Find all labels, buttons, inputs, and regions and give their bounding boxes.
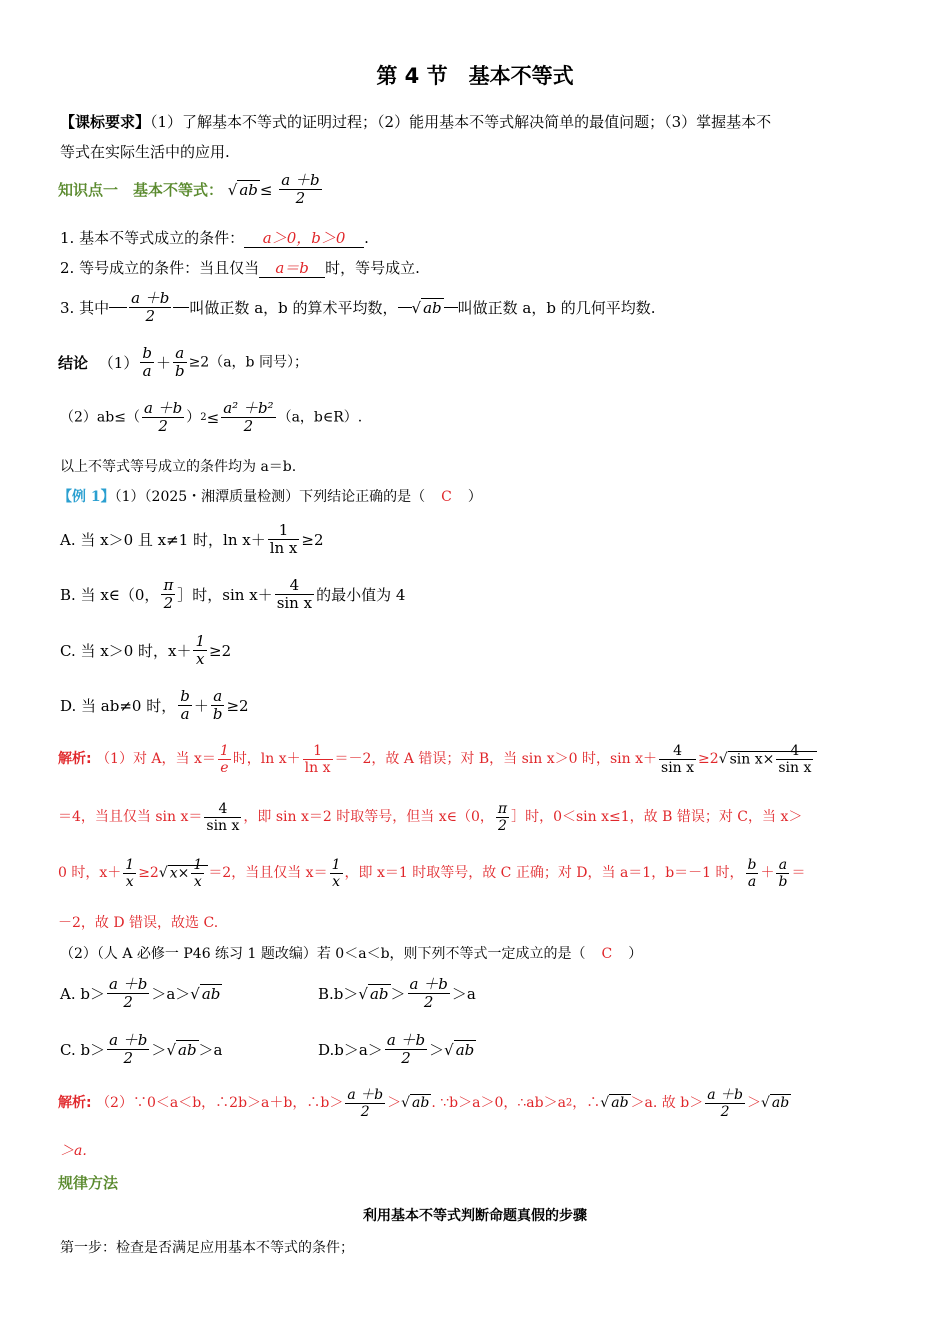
solution-2-line-1: 解析: （2）∵0＜a＜b，∴2b＞a＋b，∴b＞ $\frac{a +b}{2}$ ＞√ ab . ∵b＞a＞0，∴ab＞a2，∴√ ab ＞a. 故 b＞ $\frac{a +b}{2}$ ＞√ ab [58, 1087, 790, 1121]
option-b: B. 当 x∈（0， $\frac{\pi}{2}$ ］时，sin x＋ $\frac{4}{\text{sin x}}$ 的最小值为 4 [60, 576, 406, 613]
q2-option-b: B.b＞√ ab ＞ $\frac{a +b}{2}$ ＞a [318, 975, 476, 1012]
arith-mean-frac: $\frac{a +b}{2}$ [131, 289, 170, 326]
conclusion-2-text: （2）ab≤（ [60, 409, 140, 426]
item-2-text: 2. 等号成立的条件：当且仅当 [60, 259, 260, 277]
solution-label: 解析: [58, 1095, 92, 1112]
item-2-end: 时，等号成立. [325, 259, 420, 277]
conclusion-1-tail: ≥2（a，b 同号）； [188, 354, 308, 371]
conclusion-2-tail: （a，b∈R）. [277, 409, 363, 426]
knowledge-point-title: 知识点一 基本不等式： [58, 180, 224, 199]
solution-1-line-4: －2，故 D 错误，故选 C. [58, 915, 219, 931]
example-1-answer: C [441, 489, 452, 505]
sqrt-icon: √ [411, 298, 422, 317]
knowledge-point-heading [58, 172, 324, 208]
q2-option-d: D.b＞a＞ $\frac{a +b}{2}$ ＞√ ab [318, 1031, 475, 1068]
item-2-answer: a＝b [259, 259, 325, 278]
frac-4-over-sinx: $\frac{4}{\text{sin x}}$ [276, 576, 313, 613]
conclusion-1: 结论 （1） $\frac{b}{a}$ ＋ $\frac{a}{b}$ ≥2（a，b 同号）； [58, 344, 308, 381]
conclusion-label: 结论 [58, 353, 89, 372]
geo-mean: ab [423, 298, 442, 317]
item-3-text: 3. 其中 [60, 298, 110, 317]
sqrt-icon: √ [227, 180, 238, 199]
solution-1-line-1: 解析: （1）对 A，当 x＝ $\frac{1}{e}$ 时，ln x＋ $\frac{1}{\text{ln x}}$ ＝－2，故 A 错误；对 B，当 sin x＞0 时，sin x＋ $\frac{4}{\text{sin x}}$ ≥2√ sin x× $\frac{4}{\text{sin x}}$ [58, 743, 817, 776]
frac-b-over-a: $\frac{b}{a}$ [180, 687, 190, 724]
solution-1-line-3: 0 时，x＋ $\frac{1}{x}$ ≥2√ x× $\frac{1}{x}$ ＝2，当且仅当 x＝ $\frac{1}{x}$ ，即 x＝1 时取等号，故 C 正确；对 D，当 a＝1，b＝－1 时， $\frac{b}{a}$ ＋ $\frac{a}{b}$ ＝ [58, 857, 806, 891]
item-1 [60, 229, 369, 248]
option-a: A. 当 x＞0 且 x≠1 时，ln x＋ $\frac{1}{\text{ln x}}$ ≥2 [60, 521, 324, 558]
requirements-line-2: 等式在实际生活中的应用. [60, 143, 230, 161]
item-3-mid: 叫做正数 a，b 的算术平均数， [189, 298, 398, 317]
item-2 [60, 259, 420, 278]
method-label: 规律方法 [58, 1174, 119, 1192]
conclusion-2: （2）ab≤（ $\frac{a +b}{2}$ ）2≤ $\frac{\text{a² ＋b²}}{2}$ （a，b∈R）. [60, 399, 363, 436]
example-1-text: （1）（2025・湘潭质量检测）下列结论正确的是（ [114, 489, 426, 505]
le-sign: ≤ [259, 180, 273, 199]
solution-1-line-2: ＝4，当且仅当 sin x＝ $\frac{4}{\text{sin x}}$ ，即 sin x＝2 时取等号，但当 x∈（0， $\frac{\pi}{2}$ ］时，0＜sin x≤1，故 B 错误；对 C，当 x＞ [58, 801, 803, 835]
method-title: 利用基本不等式判断命题真假的步骤 [363, 1208, 587, 1224]
item-1-end: . [364, 229, 369, 247]
requirements-line-1 [60, 113, 771, 131]
frac-1-over-lnx: $\frac{1}{\text{ln x}}$ [269, 521, 298, 558]
conclusion-1-num: （1） [98, 353, 139, 372]
q2-option-c: C. b＞ $\frac{a +b}{2}$ ＞√ ab ＞a [60, 1031, 223, 1068]
option-d: D. 当 ab≠0 时， $\frac{b}{a}$ ＋ $\frac{a}{b}$ ≥2 [60, 687, 249, 724]
q2-option-a: A. b＞ $\frac{a +b}{2}$ ＞a＞√ ab [60, 975, 221, 1012]
numerator: a ＋b [281, 171, 320, 189]
requirements-label: 【课标要求】 [60, 113, 151, 131]
frac-apb-over-2: $\frac{a +b}{2}$ [143, 399, 183, 436]
frac-a-over-b: $\frac{a}{b}$ [212, 687, 223, 724]
requirements-text-1: （1）了解基本不等式的证明过程；（2）能用基本不等式解决简单的最值问题；（3）掌握基本不 [150, 113, 772, 131]
example-label: 【例 1】 [58, 489, 115, 505]
sqrt-ab: ab [239, 180, 258, 199]
frac-b-over-a: $\frac{b}{a}$ [142, 344, 152, 381]
denominator: 2 [295, 189, 306, 208]
option-c: C. 当 x＞0 时，x＋ $\frac{1}{x}$ ≥2 [60, 632, 232, 669]
solution-label: 解析: [58, 751, 92, 768]
method-step-1: 第一步：检查是否满足应用基本不等式的条件； [60, 1240, 354, 1256]
item-1-answer: a＞0，b＞0 [244, 229, 364, 248]
frac-a2b2-over-2: $\frac{\text{a² ＋b²}}{2}$ [223, 399, 274, 436]
frac-a-over-b: $\frac{a}{b}$ [174, 344, 185, 381]
page-title: 第 4 节 基本不等式 [376, 64, 574, 88]
conclusion-note: 以上不等式等号成立的条件均为 a＝b. [60, 459, 297, 475]
frac-pi-over-2: $\frac{\pi}{2}$ [163, 576, 174, 613]
question-2-answer: C [601, 946, 613, 962]
example-1-question: 【例 1】（1）（2025・湘潭质量检测）下列结论正确的是（ C ） [58, 489, 482, 505]
item-3-end: 叫做正数 a，b 的几何平均数. [457, 298, 656, 317]
item-3 [60, 290, 655, 326]
frac-1-over-x: $\frac{1}{x}$ [195, 632, 206, 669]
example-1-question-2: （2）（人 A 必修一 P46 练习 1 题改编）若 0＜a＜b，则下列不等式一定成立的是（ C ） [60, 946, 643, 962]
item-1-text: 1. 基本不等式成立的条件： [60, 229, 245, 247]
solution-2-line-2: ＞a. [60, 1143, 87, 1159]
fraction-a-plus-b-over-2 [279, 172, 321, 208]
frac-1-over-e: $\frac{1}{e}$ [219, 743, 229, 777]
